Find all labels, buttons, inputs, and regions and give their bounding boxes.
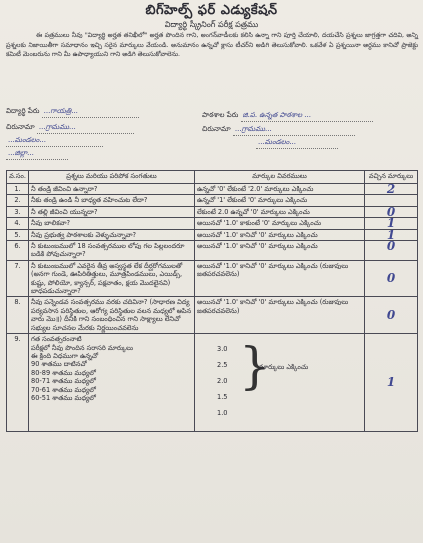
row-number: 5. <box>7 229 29 240</box>
address-line2[interactable]: ...మండలం... <box>6 136 103 147</box>
grade-band-label: 80-89 శాతము మధ్యలో <box>31 368 96 377</box>
table-row <box>7 195 418 206</box>
grade-points-value: 1.0 <box>217 409 228 418</box>
row-score[interactable]: 0 <box>365 241 418 261</box>
student-name-label: విద్యార్థి పేరు <box>6 107 40 115</box>
row-marks-rule: ఉన్నచో '1' లేకుంటే '0' మార్కులు ఎక్కించు <box>195 195 365 206</box>
row-number: 2. <box>7 195 29 206</box>
grade-band-label: 70-61 శాతము మధ్యలో <box>31 385 96 394</box>
school-address-row <box>202 125 355 136</box>
address-row <box>6 123 134 134</box>
form-title: బిగ్‌హెల్ప్ ఫర్ ఎడ్యుకేషన్ <box>145 3 278 18</box>
row-marks-rule: అయినచో '1.0' కాకుంటే '0' మార్కులు ఎక్కించు <box>195 218 365 229</box>
row-question: నీవు బాలికవా? <box>29 218 195 229</box>
header-marks-details: మార్కుల వివరములు <box>195 171 365 184</box>
row-number: 1. <box>7 184 29 195</box>
row-question: నీ తల్లి జీవించి యున్నదా? <box>29 206 195 217</box>
row-score[interactable]: 0 <box>365 297 418 334</box>
brace-glyph: } <box>239 337 271 396</box>
school-address-label: చిరునామా <box>202 125 231 133</box>
row-marks-rule-grades <box>195 334 365 432</box>
school-address-line1[interactable]: ...గ్రామము... <box>233 125 355 136</box>
instructions-text: ఈ పత్రములు నీవు "విద్యార్థి అర్హత తనిఖీలో" అర్హత పొందిన గాని, అంగన్‌వాడీలకు కలిసి ఉన్నా గాని పూర్తి చేయాలి, దయచేసి ప్రశ్నలు జాగ్రత్తగా చదివి, అన్ని ప్రశ్నలకు నిజాయితీగా సమాధానం ఇచ్చి సరైన మార్కులు వేయండి. అనుమానం ఉన్నచో క్లాసు టీచర్‌ని అడిగి తెలుసుకోవాలి. ఒకవేళ ఏ ప్రశ్నయినా అర్థము కానిచో ప్రాజెక్టు కమిటీ మెంబరును గాని మీ ఉపాధ్యాయుని గాని అడిగి తెలుసుకోవాలెను. <box>6 32 418 59</box>
grade-points-value: 1.5 <box>217 393 228 402</box>
school-address-row-2 <box>256 138 338 149</box>
table-row <box>7 218 418 229</box>
school-name-value[interactable]: జి.ప. ఉన్నత పాఠశాల ... <box>241 111 373 122</box>
table-row <box>7 260 418 297</box>
row-question-grades <box>29 334 195 432</box>
grade-points <box>217 335 337 455</box>
row-score[interactable]: 1 <box>365 218 418 229</box>
grade-points-value: 2.0 <box>217 377 228 386</box>
row-question: నీ కుటుంబములో ఎవరైన తీవ్ర అస్వస్థత లేక దీర్ఘరోగములతో (అనగా గుండె, ఊపిరితిత్తులు, మూత్రపిండములు, ఎయిడ్స్, కుష్టు, పోలియో, క్యాన్సర్, పక్షవాతం, క్షయ మొదలైనవి) బాధపడుచున్నారా? <box>29 260 195 297</box>
row-question: నీవు పన్నెండవ సంవత్సరము వరకు చదివినా? (సాధారణ విద్య పర్యవసాన పరిస్థితుల, ఆరోగ్య పరిస్థితుల వలన మధ్యలో ఆపిన వారు మొ॥) దీనికి గాని సంబంధించిన గాని సాక్ష్యాలు లేనిచో సభ్యుల సూచనల మేరకు నిర్ణయించవలెను <box>29 297 195 334</box>
table-row <box>7 184 418 195</box>
student-name-row <box>6 107 139 118</box>
table-row <box>7 334 418 432</box>
row-number: 9. <box>7 334 29 432</box>
header-question: ప్రశ్నలు మరియు పరిపోక సంగతులు <box>29 171 195 184</box>
table-row <box>7 241 418 261</box>
grade-points-value: 2.5 <box>217 361 228 370</box>
address-row-2 <box>6 136 103 147</box>
form-subtitle: విద్యార్థి స్క్రీనింగ్ పరీక్ష పత్రము <box>164 20 259 29</box>
row-marks-rule: అయినచో '1.0' కానిచో '0' మార్కులు ఎక్కించు (రుజువులు జతపరచవలెను) <box>195 260 365 297</box>
row-question: నీ కుటుంబములో 18 సంవత్సరముల లోపు గల పిల్లలందరూ బడికి పోవుచున్నారా? <box>29 241 195 261</box>
student-name-value[interactable]: ...గాయత్రి... <box>42 107 139 118</box>
table-row <box>7 206 418 217</box>
row-score[interactable]: 2 <box>365 184 418 195</box>
row-number: 6. <box>7 241 29 261</box>
school-name-row <box>202 111 373 122</box>
address-label: చిరునామా <box>6 123 35 131</box>
grade-band-label: 90 శాతము దాటినచో <box>31 360 87 369</box>
row-marks-rule: ఉన్నచో '0' లేకుంటే '2.0' మార్కులు ఎక్కించు <box>195 184 365 195</box>
table-row <box>7 297 418 334</box>
row-number: 7. <box>7 260 29 297</box>
grade-band-label: 60-51 శాతము మధ్యలో <box>31 393 96 402</box>
school-address-line2[interactable]: ...మండలం... <box>256 138 338 149</box>
grade-intro-line: గత సంవత్సరంనాటి <box>31 335 82 344</box>
row-marks-rule: అయినచో '1.0' కానిచో '0' మార్కులు ఎక్కించు <box>195 241 365 261</box>
header-serial: వ.సం. <box>7 171 29 184</box>
row-marks-rule: అయినచో '1.0' కానిచో '0' మార్కులు ఎక్కించు <box>195 229 365 240</box>
screening-table <box>6 170 418 432</box>
row-number: 8. <box>7 297 29 334</box>
grade-band-label: 80-71 శాతము మధ్యలో <box>31 377 96 386</box>
row-score[interactable]: 0 <box>365 206 418 217</box>
row-score[interactable]: 0 <box>365 260 418 297</box>
row-number: 4. <box>7 218 29 229</box>
row-score[interactable]: 1 <box>365 229 418 240</box>
grade-scale <box>197 335 362 430</box>
row-marks-rule: అయినచో '1.0' కానిచో '0' మార్కులు ఎక్కించు (రుజువులు జతపరచవలెను) <box>195 297 365 334</box>
grade-marks-instruction: మార్కులు ఎక్కించు <box>259 363 309 372</box>
grade-points-value: 3.0 <box>217 345 228 354</box>
header-marks-obtained: వచ్చిన మార్కులు <box>365 171 418 184</box>
table-row <box>7 229 418 240</box>
instructions-paragraph <box>6 31 418 60</box>
row-number: 3. <box>7 206 29 217</box>
school-name-label: పాఠశాల పేరు <box>202 111 239 119</box>
row-question: నీకు తండ్రి ఉండి నీ బాధ్యత వహించుట లేదా? <box>29 195 195 206</box>
row-marks-rule: లేకుంటే 2.0 ఉన్నచో '0' మార్కులు ఎక్కించు <box>195 206 365 217</box>
row-score[interactable]: 1 <box>365 334 418 432</box>
table-header-row <box>7 171 418 184</box>
address-row-3 <box>6 149 68 160</box>
row-question: నీ తండ్రి జీవించి ఉన్నారా? <box>29 184 195 195</box>
row-question: నీవు ప్రభుత్వ పాఠశాలకు వెళ్ళుచున్నావా? <box>29 229 195 240</box>
address-line1[interactable]: ...గ్రామము... <box>37 123 134 134</box>
grade-intro-line: ఈ క్రింది విధముగా ఉన్నచో <box>31 351 99 360</box>
grade-intro-line: పరీక్షలో నీవు పొందిన సరాసరి మార్కులు <box>31 343 134 352</box>
address-line3[interactable]: ...జిల్లా... <box>6 149 68 160</box>
